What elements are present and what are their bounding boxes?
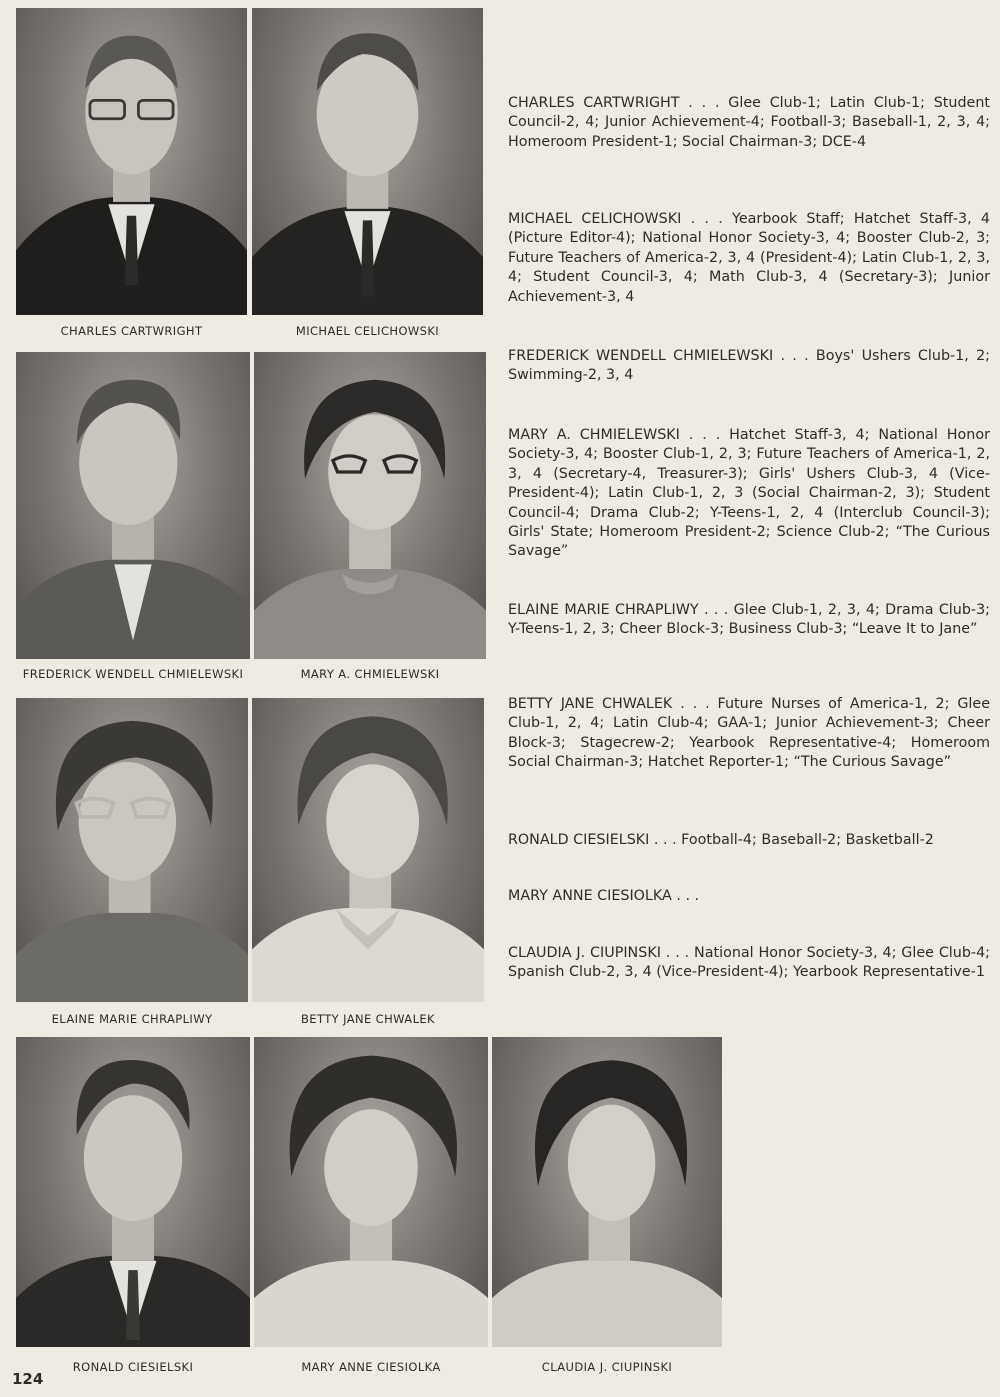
portrait-photo-elaine-chrapliwy <box>16 698 248 1002</box>
photo-caption: MARY ANNE CIESIOLKA <box>301 1360 441 1374</box>
photo-caption: MICHAEL CELICHOWSKI <box>295 324 440 338</box>
student-bio: FREDERICK WENDELL CHMIELEWSKI . . . Boys' Ushers Club-1, 2; Swimming-2, 3, 4 <box>508 348 990 384</box>
photo-caption: MARY A. CHMIELEWSKI <box>300 667 440 681</box>
student-bio: CHARLES CARTWRIGHT . . . Glee Club-1; Latin Club-1; Student Council-2, 4; Junior Achievement-4; Football-3; Baseball-1, 2, 3, 4; Homeroom President-1; Social Chairman-3; DCE-4 <box>508 95 990 150</box>
portrait-photo-michael-celichowski <box>252 8 483 315</box>
portrait-photo-ronald-ciesielski <box>16 1037 250 1347</box>
photo-caption: CHARLES CARTWRIGHT <box>60 324 203 338</box>
student-bio: MARY A. CHMIELEWSKI . . . Hatchet Staff-3, 4; National Honor Society-3, 4; Booster Club-1, 2, 3; Future Teachers of America-1, 2, 3, 4 (Secretary-4, Treasurer-3); Girls' Ushers Club-3, 4 (Vice-President-4); Latin Club-1, 2, 3 (Social Chairman-2, 3); Student Council-4; Drama Club-2; Y-Teens-1, 2, 4 (Interclub Council-3); Girls' State; Homeroom President-2; Science Club-2; “The Curious Savage” <box>508 427 990 560</box>
photo-caption: BETTY JANE CHWALEK <box>301 1012 435 1026</box>
student-bio: RONALD CIESIELSKI . . . Football-4; Baseball-2; Basketball-2 <box>508 832 934 848</box>
student-bio: MARY ANNE CIESIOLKA . . . <box>508 888 700 904</box>
portrait-photo-betty-chwalek <box>252 698 484 1002</box>
photo-caption: FREDERICK WENDELL CHMIELEWSKI <box>22 667 244 681</box>
student-bio: BETTY JANE CHWALEK . . . Future Nurses of America-1, 2; Glee Club-1, 2, 4; Latin Club-4; GAA-1; Junior Achievement-3; Cheer Block-3; Stagecrew-2; Yearbook Representative-4; Homeroom Social Chairman-3; Hatchet Reporter-1; “The Curious Savage” <box>508 696 990 771</box>
portrait-photo-charles-cartwright <box>16 8 247 315</box>
portrait-photo-claudia-ciupinski <box>492 1037 722 1347</box>
photo-caption: RONALD CIESIELSKI <box>72 1360 194 1374</box>
photo-caption: CLAUDIA J. CIUPINSKI <box>541 1360 673 1374</box>
photo-caption: ELAINE MARIE CHRAPLIWY <box>51 1012 213 1026</box>
portrait-photo-mary-chmielewski <box>254 352 486 659</box>
page-number: 124 <box>12 1370 44 1388</box>
portrait-photo-mary-ciesiolka <box>254 1037 488 1347</box>
student-bio: ELAINE MARIE CHRAPLIWY . . . Glee Club-1, 2, 3, 4; Drama Club-3; Y-Teens-1, 2, 3; Cheer Block-3; Business Club-3; “Leave It to Jane” <box>508 602 990 638</box>
portrait-photo-frederick-chmielewski <box>16 352 250 659</box>
student-bio: MICHAEL CELICHOWSKI . . . Yearbook Staff; Hatchet Staff-3, 4 (Picture Editor-4); National Honor Society-3, 4; Booster Club-2, 3; Future Teachers of America-2, 3, 4 (President-4); Latin Club-1, 2, 3, 4; Student Council-3, 4; Math Club-3, 4 (Secretary-3); Junior Achievement-3, 4 <box>508 211 990 305</box>
student-bio: CLAUDIA J. CIUPINSKI . . . National Honor Society-3, 4; Glee Club-4; Spanish Club-2, 3, 4 (Vice-President-4); Yearbook Representative-1 <box>508 945 990 981</box>
